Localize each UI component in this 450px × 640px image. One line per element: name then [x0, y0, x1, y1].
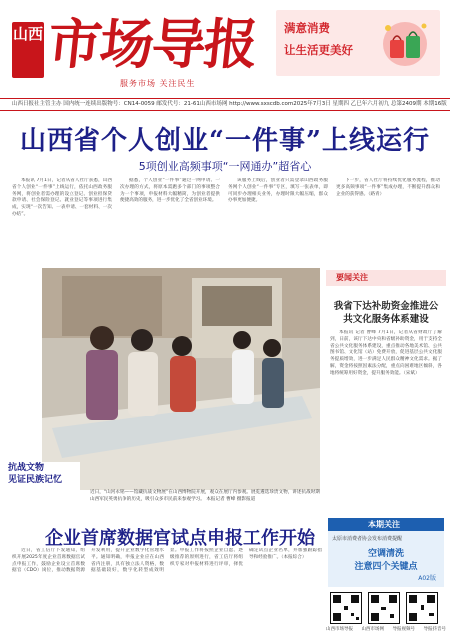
lead-column-4	[336, 178, 440, 262]
qr-code-icon[interactable]	[406, 592, 438, 624]
website-info[interactable]: 山西市场网 http://www.sxscdb.com	[199, 101, 294, 107]
story-body	[12, 548, 322, 636]
this-week-line-2: 空调清洗	[367, 549, 404, 559]
inset-title-line-1: 抗战文物	[8, 463, 45, 473]
photo-caption: 近日，“山河永铭——馆藏抗战文物展”在山西博物院开展，观众在展厅内参观。展览遴选珍贵文物，讲述抗战时期山西军民英勇抗争的历史，吸引众多市民前来参观学习。 本报记者 曹峰 摄影报道	[90, 490, 320, 502]
lead-headline[interactable]: 山西省个人创业“一件事”上线运行	[20, 126, 430, 156]
qr-labels	[326, 626, 446, 632]
lead-column-3	[228, 178, 328, 262]
sidebar-article-body	[330, 330, 442, 512]
sidebar-article-title[interactable]: 我省下达补助资金推进公共文化服务体系建设	[333, 301, 439, 325]
this-week-line-3: 注意四个关键点	[354, 562, 418, 572]
qr-code-icon[interactable]	[330, 592, 362, 624]
masthead	[0, 0, 450, 98]
sidebar-paragraph: 本报讯 记者 曹峰 7月1日，记者从省财政厅了解到，日前，该厅下达中央和省级补助资金，用于支持全省公共文化服务体系建设，重点推动各地美术馆、公共图书馆、文化馆（站）免费开放，促进基层公共文化服务提质增效，进一步满足人民群众精神文化需求。据了解，资金将按照因素法分配，重点向困难地区倾斜，各地将统筹用好资金，提升服务效能。（宋斌）	[330, 330, 442, 376]
qr-label: 山西市场导报	[326, 627, 353, 632]
this-week-header: 本期关注	[328, 518, 444, 531]
issue-date-info: 2025年7月3日 星期四 乙巳年六月初九 总第2409期 本期16版	[293, 101, 447, 107]
issue-info-bar	[0, 98, 450, 111]
lead-column-2	[120, 178, 220, 262]
this-week-box[interactable]	[328, 531, 444, 587]
qr-label: 导报视频号	[392, 627, 415, 632]
newspaper-slogan: 服务市场 关注民生	[120, 79, 196, 88]
story-paragraph: 近日，省工信厅下发通知，组织开展2025年度企业首席数据官试点申报工作，鼓励企业设立首席数据官（CDO）岗位，推动数据资源开发利用，提升企业数字化管理水平。通知明确，申报企业应在山西省内注册，具有独立法人资格，数据基础较好，数字化转型成效明显。申报工作将按照企业自愿、逐级推荐的原则进行，省工信厅将组织专家对申报材料进行评审，择优确定试点企业名单，并加强跟踪指导和经验推广。（本报综合）	[12, 548, 322, 574]
lead-paragraph: 据悉，个人创业“一件事”通过一网申请、一次办理的方式，将原本需跑多个部门的事项整合为一个事项，申报材料大幅精简，为创业者提供便捷高效的服务，进一步优化了全省创业环境。	[120, 178, 220, 204]
exhibition-scene-image	[42, 268, 320, 490]
qr-code-icon[interactable]	[368, 592, 400, 624]
lead-paragraph: 该服务上线后，创业者只需登录山西政务服务网个人创业“一件事”专区，填写一张表单，即可同步办理相关业务，办理时限大幅压缩，群众办事更加便捷。	[228, 178, 328, 204]
newspaper-seal-logo: 山西	[12, 22, 44, 78]
lead-column-1	[12, 178, 112, 262]
photo-inset-title	[4, 462, 80, 498]
exhibition-photo[interactable]	[42, 268, 320, 490]
inset-title-line-2: 见证民族记忆	[8, 475, 63, 485]
publisher-info: 山西日报社主管主办 国内统一连续出版物号：CN14-0059 邮发代号：21-61	[12, 101, 200, 107]
lead-paragraph: 下一步，省人社厅将持续优化服务流程，推动更多高频事项“一件事”集成办理，不断提升群众和企业的获得感。（路青）	[336, 178, 440, 197]
lead-subheadline: 5项创业高频事项“一网通办”超省心	[138, 160, 312, 173]
promo-line-1: 满意消费	[284, 21, 330, 35]
promo-banner[interactable]	[276, 10, 440, 76]
newspaper-title: 市场导报	[44, 12, 260, 76]
sidebar-section-header: 要闻关注	[326, 270, 446, 286]
qr-label: 导报抖音号	[423, 627, 446, 632]
qr-label: 山西市场网	[361, 627, 384, 632]
story-headline[interactable]: 企业首席数据官试点申报工作开始	[45, 528, 315, 549]
this-week-line-1: 太原市消费者协会发布消费提醒	[332, 536, 403, 542]
lead-paragraph: 本报讯 7月1日，记者从省人社厅获悉，山西省个人创业“一件事”上线运行，依托山西政务服务网，将创业者需办理的设立登记、创业担保贷款申请、社会保险登记、就业登记等事项进行集成，实现“一次告知、一表申请、一套材料、一次办结”。	[12, 178, 112, 217]
this-week-page-ref: A02版	[418, 575, 436, 582]
promo-line-2: 让生活更美好	[284, 43, 353, 57]
shopping-illustration-icon	[376, 18, 434, 70]
